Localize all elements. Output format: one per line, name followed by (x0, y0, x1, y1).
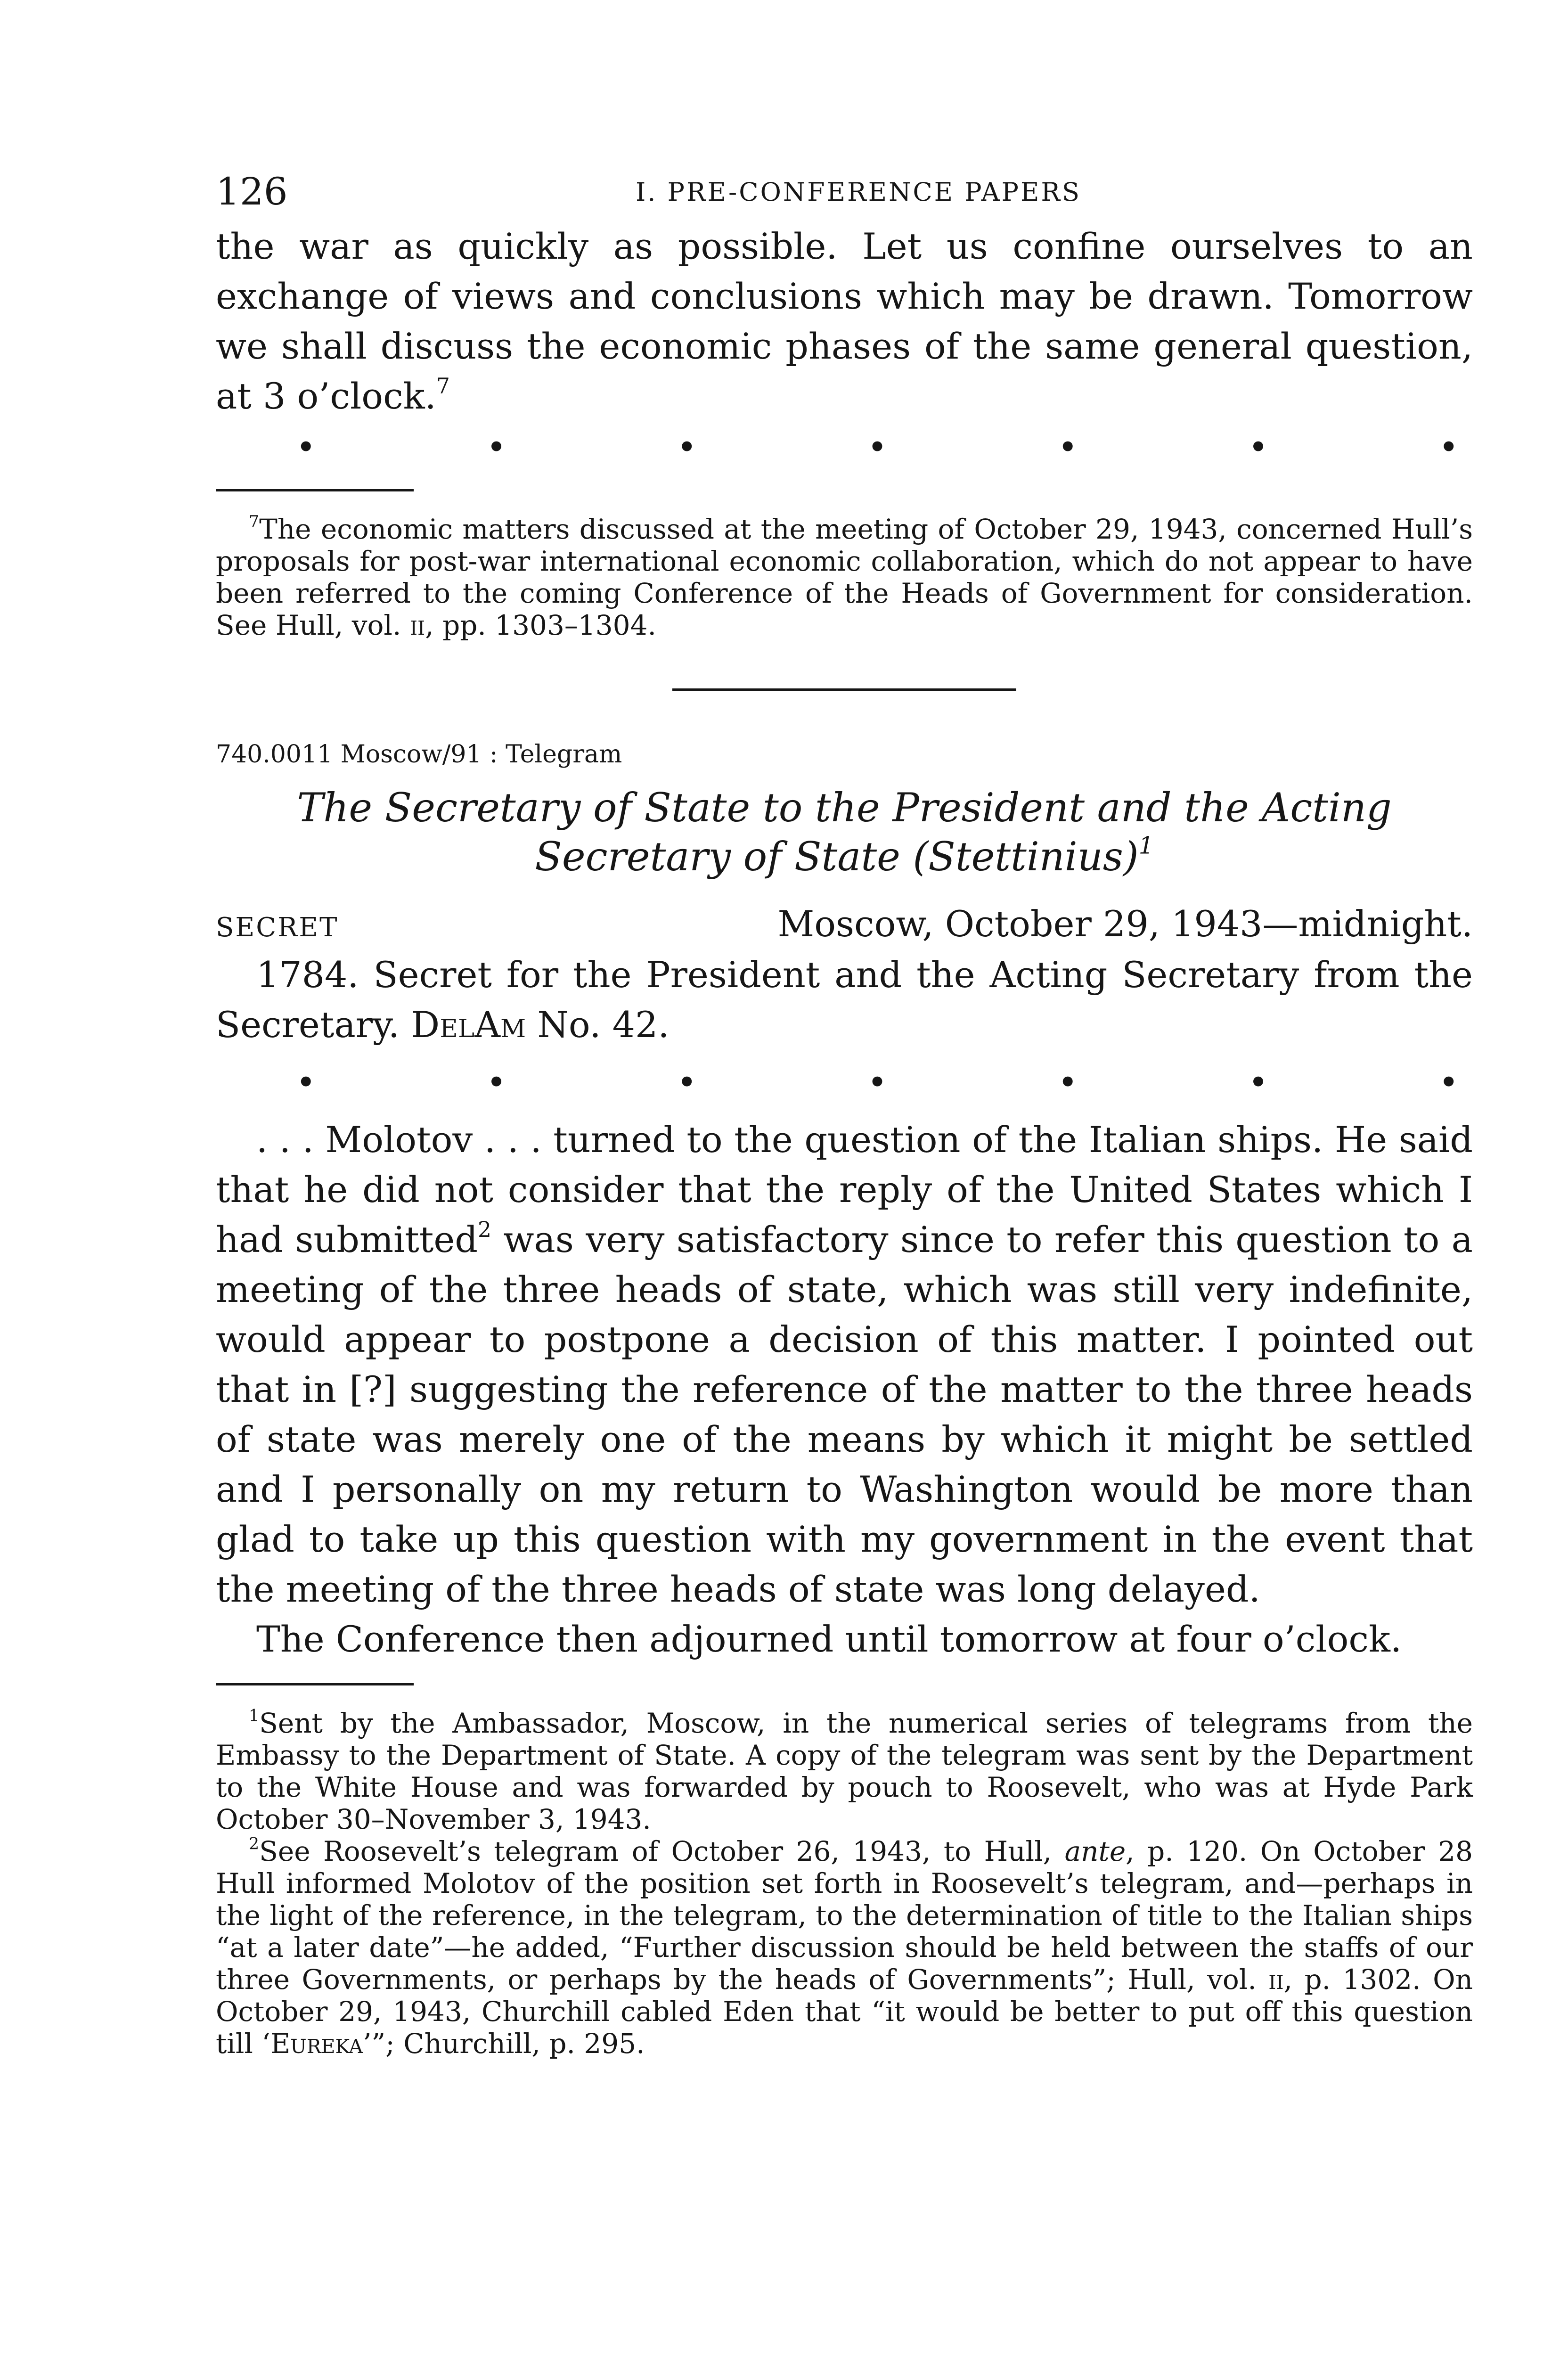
ellipsis-dot: • (1058, 1063, 1078, 1102)
document-title-text: The Secretary of State to the President and the Acting Secretary of State (Stettinius) (297, 785, 1392, 880)
ellipsis-dot: • (1248, 1063, 1268, 1102)
footnote-text-end: ’”; Churchill, p. 295. (363, 2028, 645, 2060)
paragraph-text-continued: was very satisfactory since to refer this question to a meeting of the three heads of state, which was still very indefinite, would appear to postpone a decision of this matter. I pointed out that in [?] suggesting the reference of the matter to the three heads of state was merely one of the means by which it might be settled and I personally on my return to Washington would be more than glad to take up this question with my government in the event that the meeting of the three heads of state was long delayed. (216, 1219, 1473, 1610)
section-divider (672, 688, 1016, 691)
footnote-text: See Roosevelt’s telegram of October 26, 1943, to Hull, (259, 1835, 1065, 1867)
continuation-text: the war as quickly as possible. Let us confine ourselves to an exchange of views and conclusions which may be drawn. Tomorrow we shall discuss the economic phases of the same general question, at 3 o’clock. (216, 225, 1473, 417)
ellipsis-dot: • (486, 1063, 506, 1102)
ellipsis-dot: • (1248, 427, 1268, 467)
footnote-text-end: , pp. 1303–1304. (425, 609, 656, 641)
ellipsis-dot: • (677, 427, 697, 467)
ellipsis-dot: • (677, 1063, 697, 1102)
dateline: Moscow, October 29, 1943—midnight. (777, 903, 1473, 945)
footnote-marker: 7 (249, 512, 260, 532)
file-reference: 740.0011 Moscow/91 : Telegram (216, 740, 622, 769)
classification-label: SECRET (216, 912, 339, 943)
continuation-paragraph (216, 221, 1473, 421)
document-title (216, 783, 1473, 881)
code-name: Eureka (270, 2028, 363, 2060)
telegram-paragraph-2 (216, 1115, 1473, 1614)
footnote-reference: 2 (478, 1217, 492, 1243)
document-page (216, 170, 1473, 2060)
title-footnote-reference: 1 (1138, 831, 1154, 859)
ante-reference: ante (1064, 1835, 1126, 1867)
ellipsis-row (216, 421, 1473, 473)
telegram-paragraph-1 (216, 950, 1473, 1050)
paragraph-text-end: No. 42. (526, 1004, 670, 1046)
running-header (216, 170, 1473, 221)
footnote-1 (216, 1707, 1473, 1835)
ellipsis-dot: • (1438, 427, 1459, 467)
telegram-code: DelAm (411, 1004, 526, 1046)
ellipsis-dot: • (486, 427, 506, 467)
footnote-divider (216, 1683, 414, 1685)
telegram-paragraph-3: The Conference then adjourned until tomorrow at four o’clock. (256, 1618, 1402, 1660)
footnote-reference: 7 (436, 374, 450, 399)
ellipsis-dot: • (296, 1063, 316, 1102)
running-title: I. PRE-CONFERENCE PAPERS (635, 177, 1082, 207)
ellipsis-dot: • (1438, 1063, 1459, 1102)
ellipsis-dot: • (296, 427, 316, 467)
footnote-7 (216, 513, 1473, 641)
ellipsis-dot: • (867, 427, 888, 467)
footnote-text: , p. 120. On October 28 Hull informed Molotov of the position set forth in Roosevelt’s telegram, and—perhaps in the light of the reference, in the telegram, to the determination of title to the Italian ships “at a later date”—he added, “Further discussion should be held between the staffs of our three Governments, or perhaps by the heads of Governments”; Hull, vol. (216, 1835, 1473, 1996)
paragraph-text: 1784. Secret for the President and the Acting Secretary from the Secretary. (216, 954, 1473, 1046)
page-number: 126 (216, 170, 288, 213)
footnote-2 (216, 1835, 1473, 2060)
volume-numeral: ii (409, 609, 425, 641)
footnote-divider (216, 489, 414, 491)
footnote-marker: 1 (249, 1706, 260, 1726)
ellipsis-dot: • (867, 1063, 888, 1102)
volume-numeral: ii (1268, 1963, 1284, 1996)
footnote-marker: 2 (249, 1834, 260, 1854)
ellipsis-row (216, 1056, 1473, 1108)
paragraph-text: . . . Molotov . . . turned to the question of the Italian ships. He said that he did not consider that the reply of the United States which I had submitted (216, 1119, 1473, 1260)
footnote-text: The economic matters discussed at the meeting of October 29, 1943, concerned Hull’s proposals for post-war international economic collaboration, which do not appear to have been referred to the coming Conference of the Heads of Government for consideration. See Hull, vol. (216, 513, 1473, 641)
footnote-text: Sent by the Ambassador, Moscow, in the numerical series of telegrams from the Embassy to the Department of State. A copy of the telegram was sent by the Department to the White House and was forwarded by pouch to Roosevelt, who was at Hyde Park October 30–November 3, 1943. (216, 1707, 1473, 1835)
ellipsis-dot: • (1058, 427, 1078, 467)
footnote-text: , p. 1302. On October 29, 1943, Churchill cabled Eden that “it would be better to put off this question till ‘ (216, 1963, 1473, 2060)
telegram-meta (216, 903, 1473, 950)
